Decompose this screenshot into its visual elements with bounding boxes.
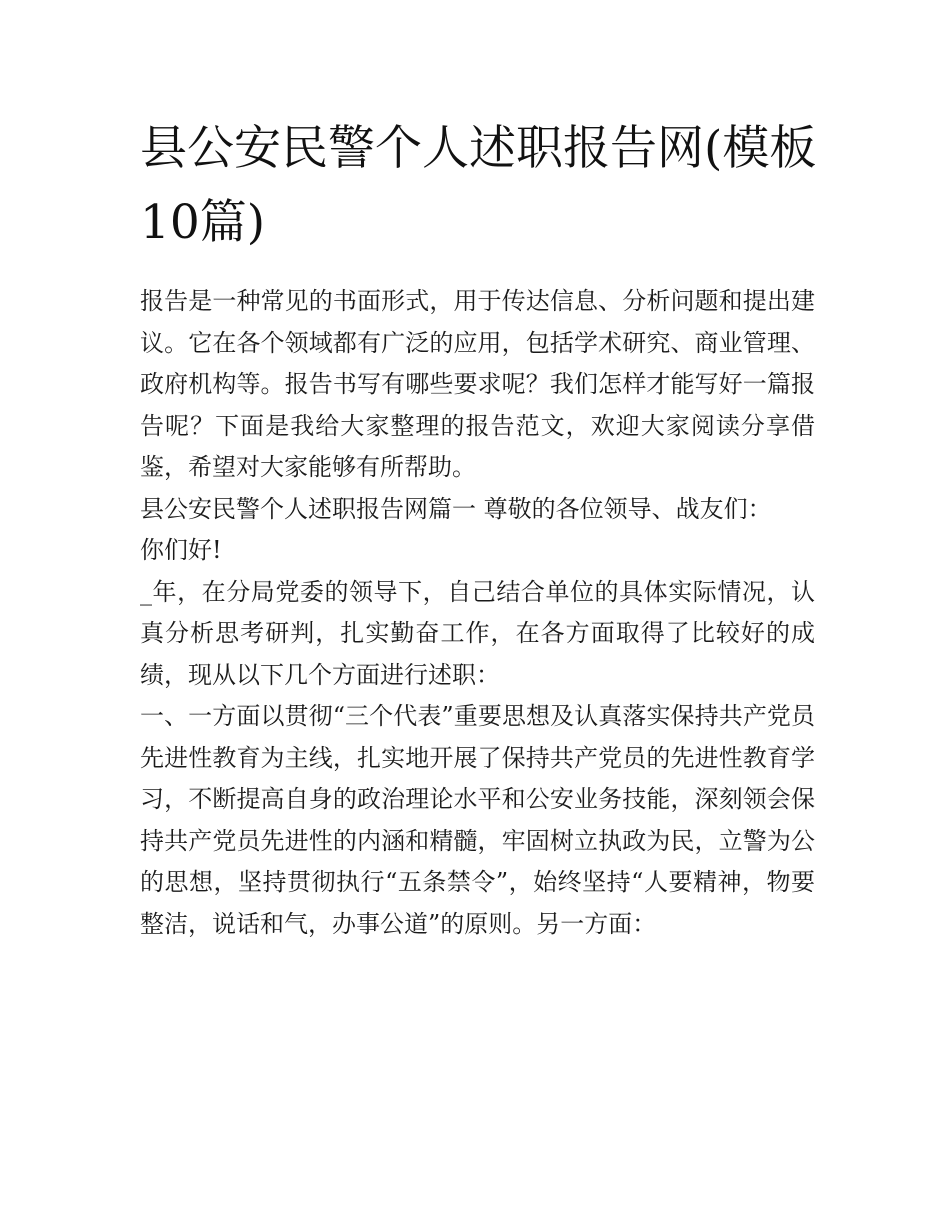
paragraph-intro: 报告是一种常见的书面形式，用于传达信息、分析问题和提出建议。它在各个领域都有广泛的应用，包括学术研究、商业管理、政府机构等。报告书写有哪些要求呢？我们怎样才能写好一篇报告呢？下面是我给大家整理的报告范文，欢迎大家阅读分享借鉴，希望对大家能够有所帮助。 bbox=[140, 287, 815, 481]
paragraph-section-heading: 县公安民警个人述职报告网篇一 尊敬的各位领导、战友们： bbox=[140, 494, 772, 523]
paragraph-greeting: 你们好! bbox=[140, 536, 222, 564]
paragraph-year-summary: _年，在分局党委的领导下，自己结合单位的具体实际情况，认真分析思考研判，扎实勤奋工作，在各方面取得了比较好的成绩，现从以下几个方面进行述职： bbox=[140, 577, 815, 689]
document-body bbox=[140, 281, 815, 945]
paragraph-point-one: 一、一方面以贯彻“三个代表”重要思想及认真落实保持共产党员先进性教育为主线，扎实地开展了保持共产党员的先进性教育学习，不断提高自身的政治理论水平和公安业务技能，深刻领会保持共产党员先进性的内涵和精髓，牢固树立执政为民，立警为公的思想，坚持贯彻执行“五条禁令”，始终坚持“人要精神，物要整洁，说话和气，办事公道”的原则。另一方面： bbox=[140, 702, 815, 938]
document-title: 县公安民警个人述职报告网(模板10篇) bbox=[140, 121, 817, 250]
